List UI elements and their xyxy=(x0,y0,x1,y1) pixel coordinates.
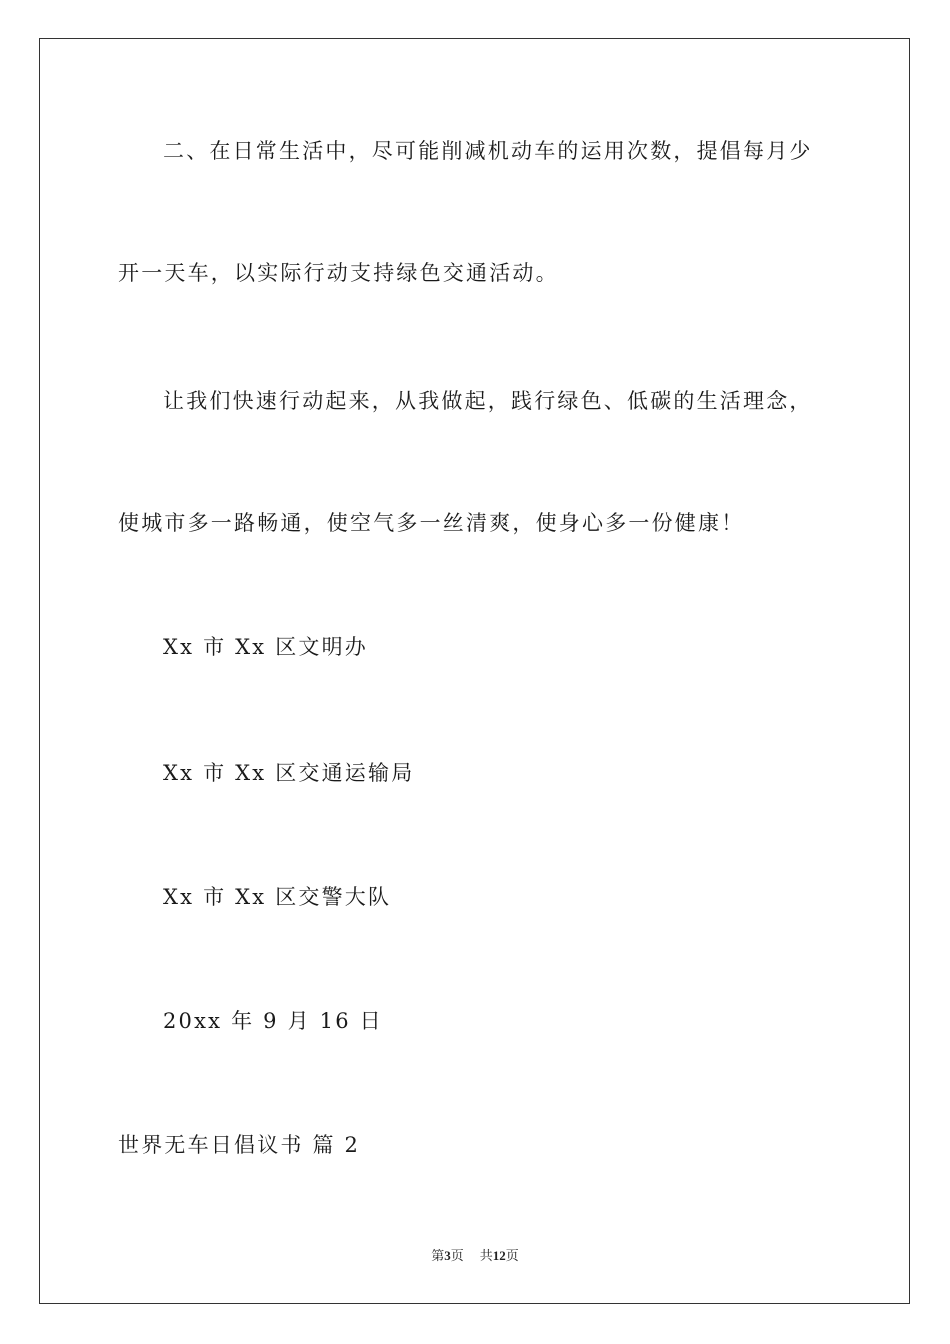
paragraph-line-4: 使城市多一路畅通，使空气多一丝清爽，使身心多一份健康！ xyxy=(118,511,745,535)
footer-total-prefix: 共 xyxy=(479,1248,493,1263)
signatory-transport-bureau: Xx 市 Xx 区交通运输局 xyxy=(163,761,415,785)
paragraph-line-3: 让我们快速行动起来，从我做起，践行绿色、低碳的生活理念， xyxy=(163,389,813,413)
page-border xyxy=(39,38,910,1304)
page-footer xyxy=(0,1247,950,1265)
footer-total-suffix: 页 xyxy=(505,1248,519,1263)
signatory-civilization-office: Xx 市 Xx 区文明办 xyxy=(163,635,369,659)
paragraph-line-1: 二、在日常生活中，尽可能削减机动车的运用次数，提倡每月少 xyxy=(163,139,813,163)
section-title: 世界无车日倡议书 篇 2 xyxy=(118,1133,361,1157)
footer-page-prefix: 第 xyxy=(431,1248,445,1263)
footer-page-suffix: 页 xyxy=(450,1248,464,1263)
document-date: 20xx 年 9 月 16 日 xyxy=(163,1009,383,1033)
footer-page-total: 12 xyxy=(492,1248,506,1263)
footer-page-current: 3 xyxy=(444,1248,451,1263)
paragraph-line-2: 开一天车，以实际行动支持绿色交通活动。 xyxy=(118,261,559,285)
signatory-traffic-police: Xx 市 Xx 区交警大队 xyxy=(163,885,392,909)
